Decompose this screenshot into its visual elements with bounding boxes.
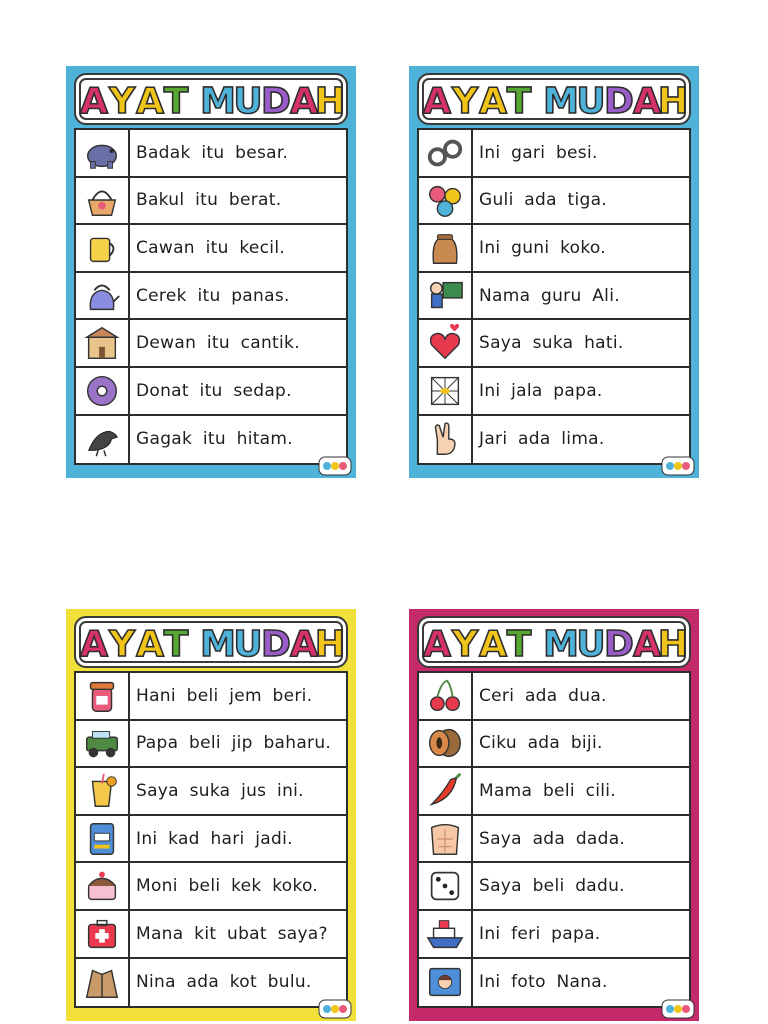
icon-cell bbox=[419, 768, 473, 814]
icon-cell bbox=[419, 178, 473, 224]
hall-icon bbox=[80, 322, 124, 364]
sentence-text: Ini feri papa. bbox=[479, 923, 601, 944]
sentence-row bbox=[76, 911, 346, 959]
sentence-text: Ini gari besi. bbox=[479, 142, 598, 163]
sentence-list bbox=[74, 128, 348, 465]
basket-icon bbox=[80, 179, 124, 221]
sentence-text: Gagak itu hitam. bbox=[136, 429, 293, 450]
title-letter: Y bbox=[451, 81, 479, 122]
title-letter: T bbox=[163, 81, 189, 122]
sentence-card bbox=[66, 66, 356, 478]
sentence-list bbox=[74, 671, 348, 1008]
title-letter: D bbox=[261, 81, 291, 122]
publisher-logo bbox=[318, 998, 352, 1020]
title-letter: A bbox=[633, 624, 661, 665]
sentence-text: Saya beli dadu. bbox=[479, 876, 625, 897]
sentence-text: Saya ada dada. bbox=[479, 828, 626, 849]
sentence-text: Mama beli cili. bbox=[479, 780, 616, 801]
publisher-logo bbox=[318, 455, 352, 477]
icon-cell bbox=[419, 911, 473, 957]
title-letter: T bbox=[163, 624, 189, 665]
title-letter: U bbox=[233, 624, 263, 665]
sentence-text: Hani beli jem beri. bbox=[136, 685, 313, 706]
sentence-text: Ciku ada biji. bbox=[479, 733, 603, 754]
sentence-row bbox=[76, 225, 346, 273]
sapodilla-icon bbox=[423, 722, 467, 764]
title-wordmark bbox=[423, 620, 689, 665]
handcuffs-icon bbox=[423, 132, 467, 174]
icon-cell bbox=[76, 959, 130, 1007]
title-letter: A bbox=[80, 624, 108, 665]
icon-cell bbox=[419, 320, 473, 366]
sack-icon bbox=[423, 227, 467, 269]
title-letter: T bbox=[506, 81, 532, 122]
icon-cell bbox=[419, 721, 473, 767]
sentence-text: Cerek itu panas. bbox=[136, 285, 290, 306]
icon-cell bbox=[76, 816, 130, 862]
sentence-text: Mana kit ubat saya? bbox=[136, 923, 328, 944]
sentence-row bbox=[419, 863, 689, 911]
icon-cell bbox=[419, 368, 473, 414]
chili-icon bbox=[423, 770, 467, 812]
title-letter: Y bbox=[108, 624, 136, 665]
sentence-row bbox=[419, 225, 689, 273]
sentence-text: Guli ada tiga. bbox=[479, 190, 608, 211]
sentence-text: Donat itu sedap. bbox=[136, 380, 292, 401]
title-letter: A bbox=[136, 81, 164, 122]
title-letter: A bbox=[423, 81, 451, 122]
title-letter: H bbox=[314, 81, 346, 122]
sentence-row bbox=[419, 273, 689, 321]
sentence-row bbox=[419, 416, 689, 464]
title-letter: M bbox=[543, 81, 579, 122]
title-letter: D bbox=[261, 624, 291, 665]
cake-icon bbox=[80, 865, 124, 907]
sentence-text: Jari ada lima. bbox=[479, 429, 605, 450]
sentence-row bbox=[76, 673, 346, 721]
icon-cell bbox=[76, 721, 130, 767]
sentence-row bbox=[76, 816, 346, 864]
sentence-row bbox=[76, 178, 346, 226]
title-letter: A bbox=[290, 624, 318, 665]
sentence-text: Ini guni koko. bbox=[479, 237, 606, 258]
kettle-icon bbox=[80, 275, 124, 317]
sentence-card bbox=[66, 609, 356, 1021]
title-letter: A bbox=[80, 81, 108, 122]
title-letter: A bbox=[479, 81, 507, 122]
donut-icon bbox=[80, 370, 124, 412]
title-letter: M bbox=[200, 624, 236, 665]
card-title bbox=[74, 616, 348, 668]
icon-cell bbox=[419, 673, 473, 719]
title-letter: A bbox=[136, 624, 164, 665]
ferry-icon bbox=[423, 913, 467, 955]
icon-cell bbox=[419, 416, 473, 464]
jeep-icon bbox=[80, 722, 124, 764]
sentence-row bbox=[419, 178, 689, 226]
icon-cell bbox=[419, 225, 473, 271]
sentence-text: Ini kad hari jadi. bbox=[136, 828, 293, 849]
sentence-row bbox=[419, 130, 689, 178]
sentence-row bbox=[76, 320, 346, 368]
sentence-row bbox=[76, 768, 346, 816]
icon-cell bbox=[419, 959, 473, 1007]
cup-icon bbox=[80, 227, 124, 269]
hearts-icon bbox=[423, 322, 467, 364]
icon-cell bbox=[76, 320, 130, 366]
title-letter: U bbox=[576, 624, 606, 665]
title-letter: Y bbox=[451, 624, 479, 665]
card-title bbox=[417, 616, 691, 668]
title-letter: T bbox=[506, 624, 532, 665]
title-letter: D bbox=[604, 624, 634, 665]
sentence-row bbox=[76, 959, 346, 1007]
net-icon bbox=[423, 370, 467, 412]
card-icon bbox=[80, 818, 124, 860]
sentence-row bbox=[419, 911, 689, 959]
sentence-row bbox=[419, 320, 689, 368]
sentence-text: Papa beli jip baharu. bbox=[136, 733, 332, 754]
icon-cell bbox=[419, 130, 473, 176]
icon-cell bbox=[76, 368, 130, 414]
first-aid-icon bbox=[80, 913, 124, 955]
sentence-text: Ini foto Nana. bbox=[479, 972, 608, 993]
card-title bbox=[74, 73, 348, 125]
sentence-text: Cawan itu kecil. bbox=[136, 237, 286, 258]
sentence-row bbox=[419, 368, 689, 416]
icon-cell bbox=[76, 416, 130, 464]
sentence-list bbox=[417, 671, 691, 1008]
sentence-row bbox=[76, 368, 346, 416]
coat-icon bbox=[80, 961, 124, 1003]
title-wordmark bbox=[80, 77, 346, 122]
photo-icon bbox=[423, 961, 467, 1003]
sentence-text: Saya suka jus ini. bbox=[136, 780, 304, 801]
icon-cell bbox=[76, 863, 130, 909]
sentence-list bbox=[417, 128, 691, 465]
marbles-icon bbox=[423, 179, 467, 221]
icon-cell bbox=[76, 178, 130, 224]
sentence-text: Dewan itu cantik. bbox=[136, 333, 300, 354]
title-letter: A bbox=[479, 624, 507, 665]
title-wordmark bbox=[80, 620, 346, 665]
sentence-text: Nama guru Ali. bbox=[479, 285, 620, 306]
dice-icon bbox=[423, 865, 467, 907]
title-letter: U bbox=[576, 81, 606, 122]
icon-cell bbox=[76, 130, 130, 176]
icon-cell bbox=[76, 768, 130, 814]
sentence-row bbox=[76, 130, 346, 178]
title-letter: M bbox=[543, 624, 579, 665]
sentence-row bbox=[76, 416, 346, 464]
icon-cell bbox=[76, 273, 130, 319]
sentence-text: Bakul itu berat. bbox=[136, 190, 282, 211]
publisher-logo bbox=[661, 998, 695, 1020]
crow-icon bbox=[80, 418, 124, 460]
title-wordmark bbox=[423, 77, 689, 122]
sentence-card bbox=[409, 609, 699, 1021]
publisher-logo bbox=[661, 455, 695, 477]
title-letter: M bbox=[200, 81, 236, 122]
sentence-text: Ini jala papa. bbox=[479, 380, 603, 401]
title-letter: H bbox=[657, 624, 689, 665]
icon-cell bbox=[419, 816, 473, 862]
teacher-icon bbox=[423, 275, 467, 317]
sentence-row bbox=[419, 959, 689, 1007]
jam-jar-icon bbox=[80, 675, 124, 717]
sentence-row bbox=[76, 863, 346, 911]
sentence-text: Saya suka hati. bbox=[479, 333, 624, 354]
title-letter: A bbox=[290, 81, 318, 122]
title-letter: D bbox=[604, 81, 634, 122]
icon-cell bbox=[76, 225, 130, 271]
icon-cell bbox=[419, 273, 473, 319]
title-letter: H bbox=[657, 81, 689, 122]
sentence-text: Ceri ada dua. bbox=[479, 685, 607, 706]
sentence-row bbox=[419, 721, 689, 769]
icon-cell bbox=[419, 863, 473, 909]
icon-cell bbox=[76, 673, 130, 719]
fingers-icon bbox=[423, 418, 467, 460]
sentence-text: Badak itu besar. bbox=[136, 142, 289, 163]
chest-icon bbox=[423, 818, 467, 860]
title-letter: Y bbox=[108, 81, 136, 122]
icon-cell bbox=[76, 911, 130, 957]
cherry-icon bbox=[423, 675, 467, 717]
sentence-text: Moni beli kek koko. bbox=[136, 876, 319, 897]
title-letter: A bbox=[633, 81, 661, 122]
sentence-row bbox=[76, 721, 346, 769]
hippo-icon bbox=[80, 132, 124, 174]
card-title bbox=[417, 73, 691, 125]
title-letter: A bbox=[423, 624, 451, 665]
sentence-card bbox=[409, 66, 699, 478]
sentence-row bbox=[419, 816, 689, 864]
sentence-text: Nina ada kot bulu. bbox=[136, 972, 312, 993]
sentence-row bbox=[419, 768, 689, 816]
juice-icon bbox=[80, 770, 124, 812]
title-letter: U bbox=[233, 81, 263, 122]
title-letter: H bbox=[314, 624, 346, 665]
sentence-row bbox=[419, 673, 689, 721]
sentence-row bbox=[76, 273, 346, 321]
